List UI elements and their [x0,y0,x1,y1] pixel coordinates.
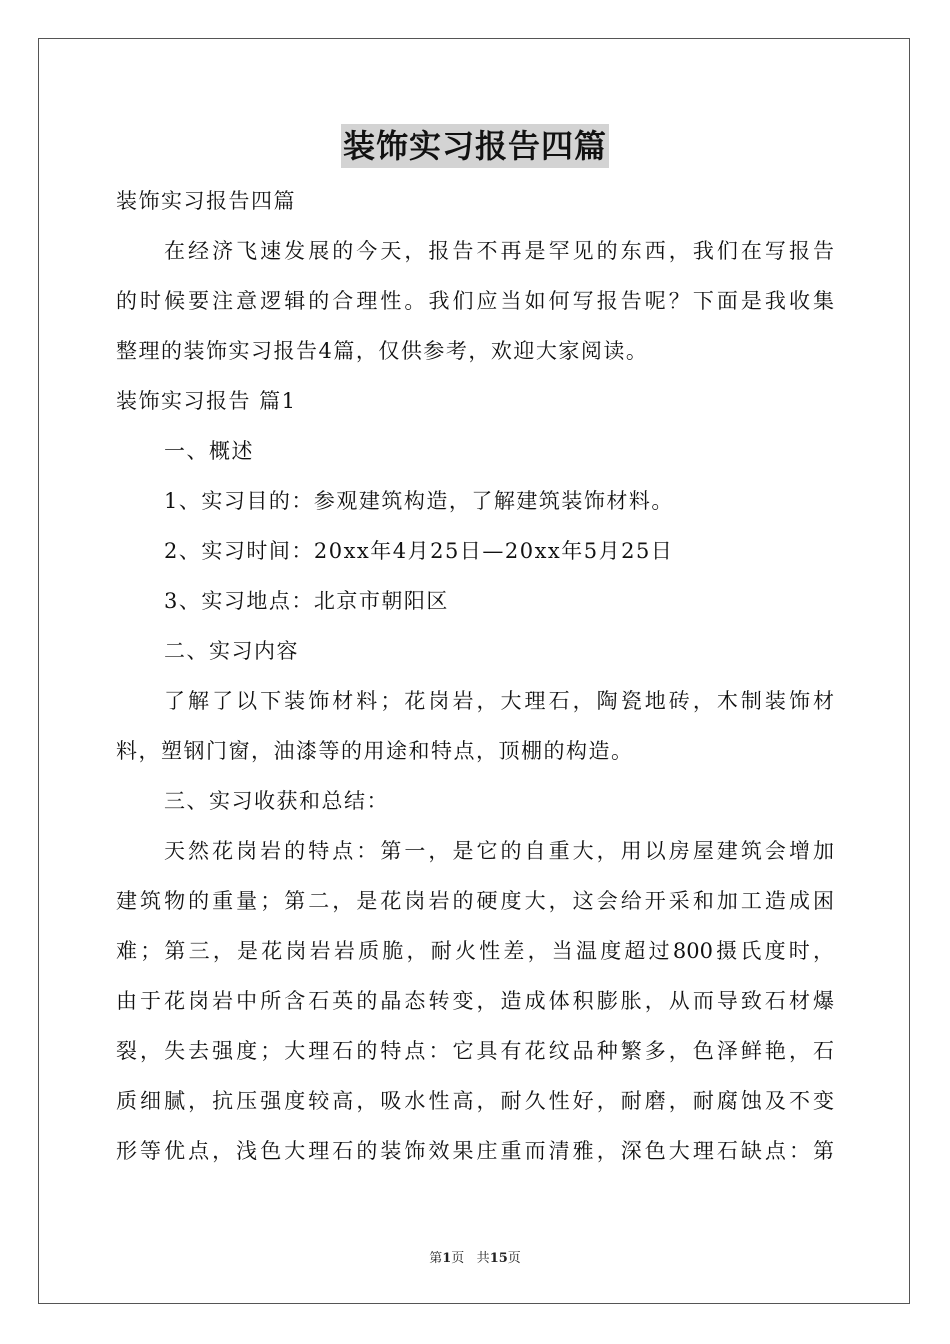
content-line-2: 料，塑钢门窗，油漆等的用途和特点，顶棚的构造。 [116,739,634,763]
page-total: 15 [489,1251,508,1266]
summary-line-2: 建筑物的重量；第二，是花岗岩的硬度大，这会给开采和加工造成困 [116,889,834,913]
intro-line-2: 的时候要注意逻辑的合理性。我们应当如何写报告呢？下面是我收集 [116,289,834,313]
document-title: 装饰实习报告四篇 [341,124,609,168]
total-suffix: 页 [507,1251,521,1266]
item-purpose: 1、实习目的：参观建筑构造，了解建筑装饰材料。 [164,489,674,513]
page-prefix: 第 [429,1251,443,1266]
page-suffix: 页 [451,1251,465,1266]
summary-line-3: 难；第三，是花岗岩岩质脆，耐火性差，当温度超过800摄氏度时， [116,939,834,963]
heading-content: 二、实习内容 [164,639,299,663]
page-footer [0,1247,950,1266]
summary-line-7: 形等优点，浅色大理石的装饰效果庄重而清雅，深色大理石缺点：第 [116,1139,834,1163]
item-time: 2、实习时间：20xx年4月25日—20xx年5月25日 [164,539,674,563]
total-prefix: 共 [476,1251,490,1266]
heading-overview: 一、概述 [164,439,254,463]
item-location: 3、实习地点：北京市朝阳区 [164,589,449,613]
intro-line-3: 整理的装饰实习报告4篇，仅供参考，欢迎大家阅读。 [116,339,649,363]
subtitle-line: 装饰实习报告四篇 [116,189,296,213]
summary-line-1: 天然花岗岩的特点：第一，是它的自重大，用以房屋建筑会增加 [164,839,834,863]
page-number: 1 [442,1251,452,1266]
content-line-1: 了解了以下装饰材料；花岗岩，大理石，陶瓷地砖，木制装饰材 [164,689,834,713]
summary-line-6: 质细腻，抗压强度较高，吸水性高，耐久性好，耐磨，耐腐蚀及不变 [116,1089,834,1113]
summary-line-4: 由于花岗岩中所含石英的晶态转变，造成体积膨胀，从而导致石材爆 [116,989,834,1013]
heading-summary: 三、实习收获和总结： [164,789,389,813]
title-container [0,124,950,168]
section-heading: 装饰实习报告 篇1 [116,389,297,413]
intro-line-1: 在经济飞速发展的今天，报告不再是罕见的东西，我们在写报告 [164,239,834,263]
summary-line-5: 裂，失去强度；大理石的特点：它具有花纹品种繁多，色泽鲜艳，石 [116,1039,834,1063]
document-body [116,176,834,1176]
